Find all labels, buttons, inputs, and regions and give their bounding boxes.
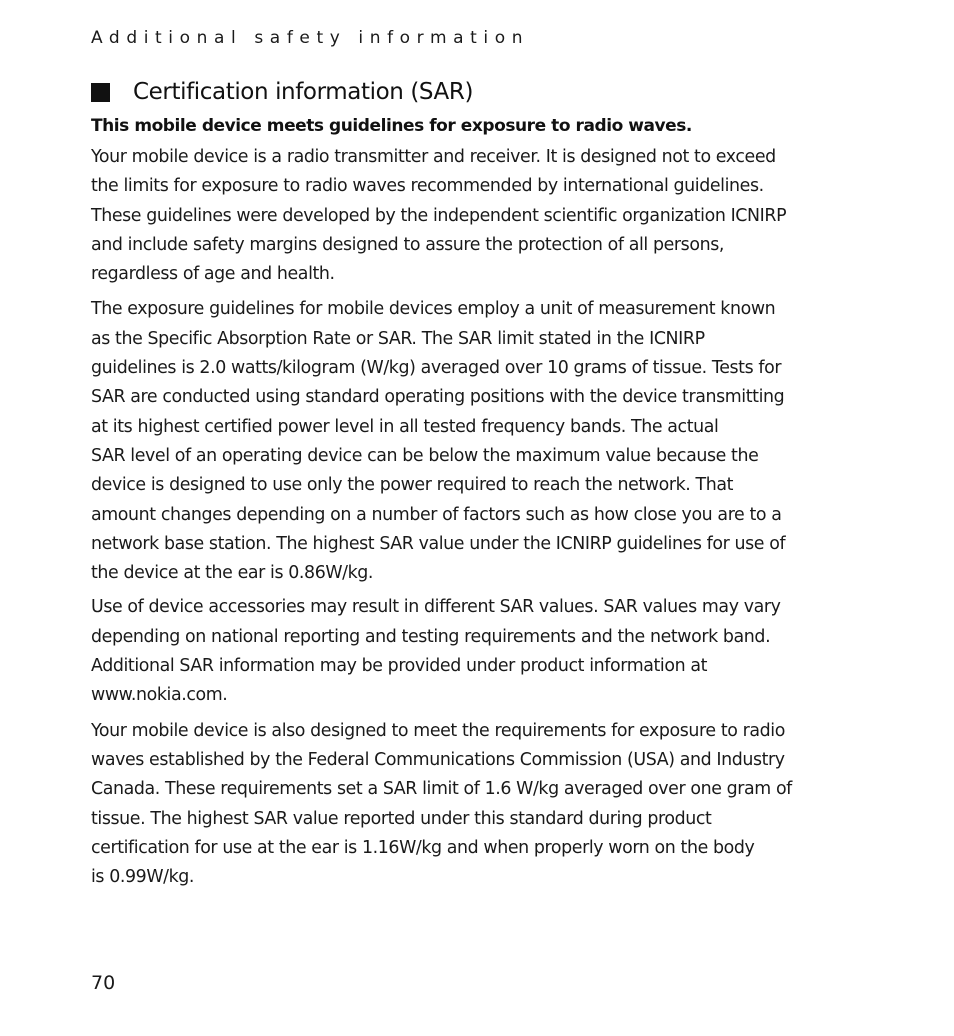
paragraph-sar-explanation [91,295,851,588]
paragraph-line: SAR are conducted using standard operating positions with the device transmitting [91,387,785,408]
paragraph-line: device is designed to use only the power required to reach the network. That [91,475,734,496]
paragraph-line: The exposure guidelines for mobile devices employ a unit of measurement known [91,299,776,320]
section-title: Certification information (SAR) [133,79,474,105]
lead-sentence: This mobile device meets guidelines for exposure to radio waves. [91,116,692,136]
paragraph-line: the limits for exposure to radio waves recommended by international guidelines. [91,176,764,197]
paragraph-line: tissue. The highest SAR value reported under this standard during product [91,808,712,829]
paragraph-line: is 0.99W/kg. [91,867,195,888]
paragraph-line: waves established by the Federal Communications Commission (USA) and Industry [91,749,785,770]
paragraph-line: the device at the ear is 0.86W/kg. [91,563,374,584]
paragraph-line: Use of device accessories may result in different SAR values. SAR values may vary [91,597,781,618]
paragraph-line: SAR level of an operating device can be below the maximum value because the [91,445,759,466]
paragraph-line: certification for use at the ear is 1.16W/kg and when properly worn on the body [91,837,755,858]
paragraph-fcc-requirements [91,717,851,893]
paragraph-line: and include safety margins designed to assure the protection of all persons, [91,234,724,255]
paragraph-line: regardless of age and health. [91,264,335,285]
paragraph-line: guidelines is 2.0 watts/kilogram (W/kg) averaged over 10 grams of tissue. Tests for [91,358,782,379]
paragraph-line: amount changes depending on a number of factors such as how close you are to a [91,504,782,525]
page-number: 70 [91,972,116,994]
paragraph-line: Canada. These requirements set a SAR limit of 1.6 W/kg averaged over one gram of [91,779,792,800]
paragraph-line: Your mobile device is a radio transmitter and receiver. It is designed not to exceed [91,147,776,167]
running-header: Additional safety information [91,28,530,48]
paragraph-line: These guidelines were developed by the independent scientific organization ICNIRP [91,205,787,226]
paragraph-accessories [91,593,851,710]
paragraph-line: Additional SAR information may be provided under product information at [91,656,708,677]
section-heading [91,76,851,108]
paragraph-line: as the Specific Absorption Rate or SAR. The SAR limit stated in the ICNIRP [91,328,705,349]
square-bullet-icon [91,83,110,102]
paragraph-line: at its highest certified power level in all tested frequency bands. The actual [91,416,719,437]
section-content [91,76,851,892]
paragraph-line: network base station. The highest SAR value under the ICNIRP guidelines for use of [91,533,786,554]
paragraph-line: www.nokia.com. [91,685,228,706]
paragraph-line: Your mobile device is also designed to meet the requirements for exposure to radio [91,720,785,741]
paragraph-line: depending on national reporting and testing requirements and the network band. [91,626,771,647]
paragraph-radio-transmitter [91,143,851,289]
